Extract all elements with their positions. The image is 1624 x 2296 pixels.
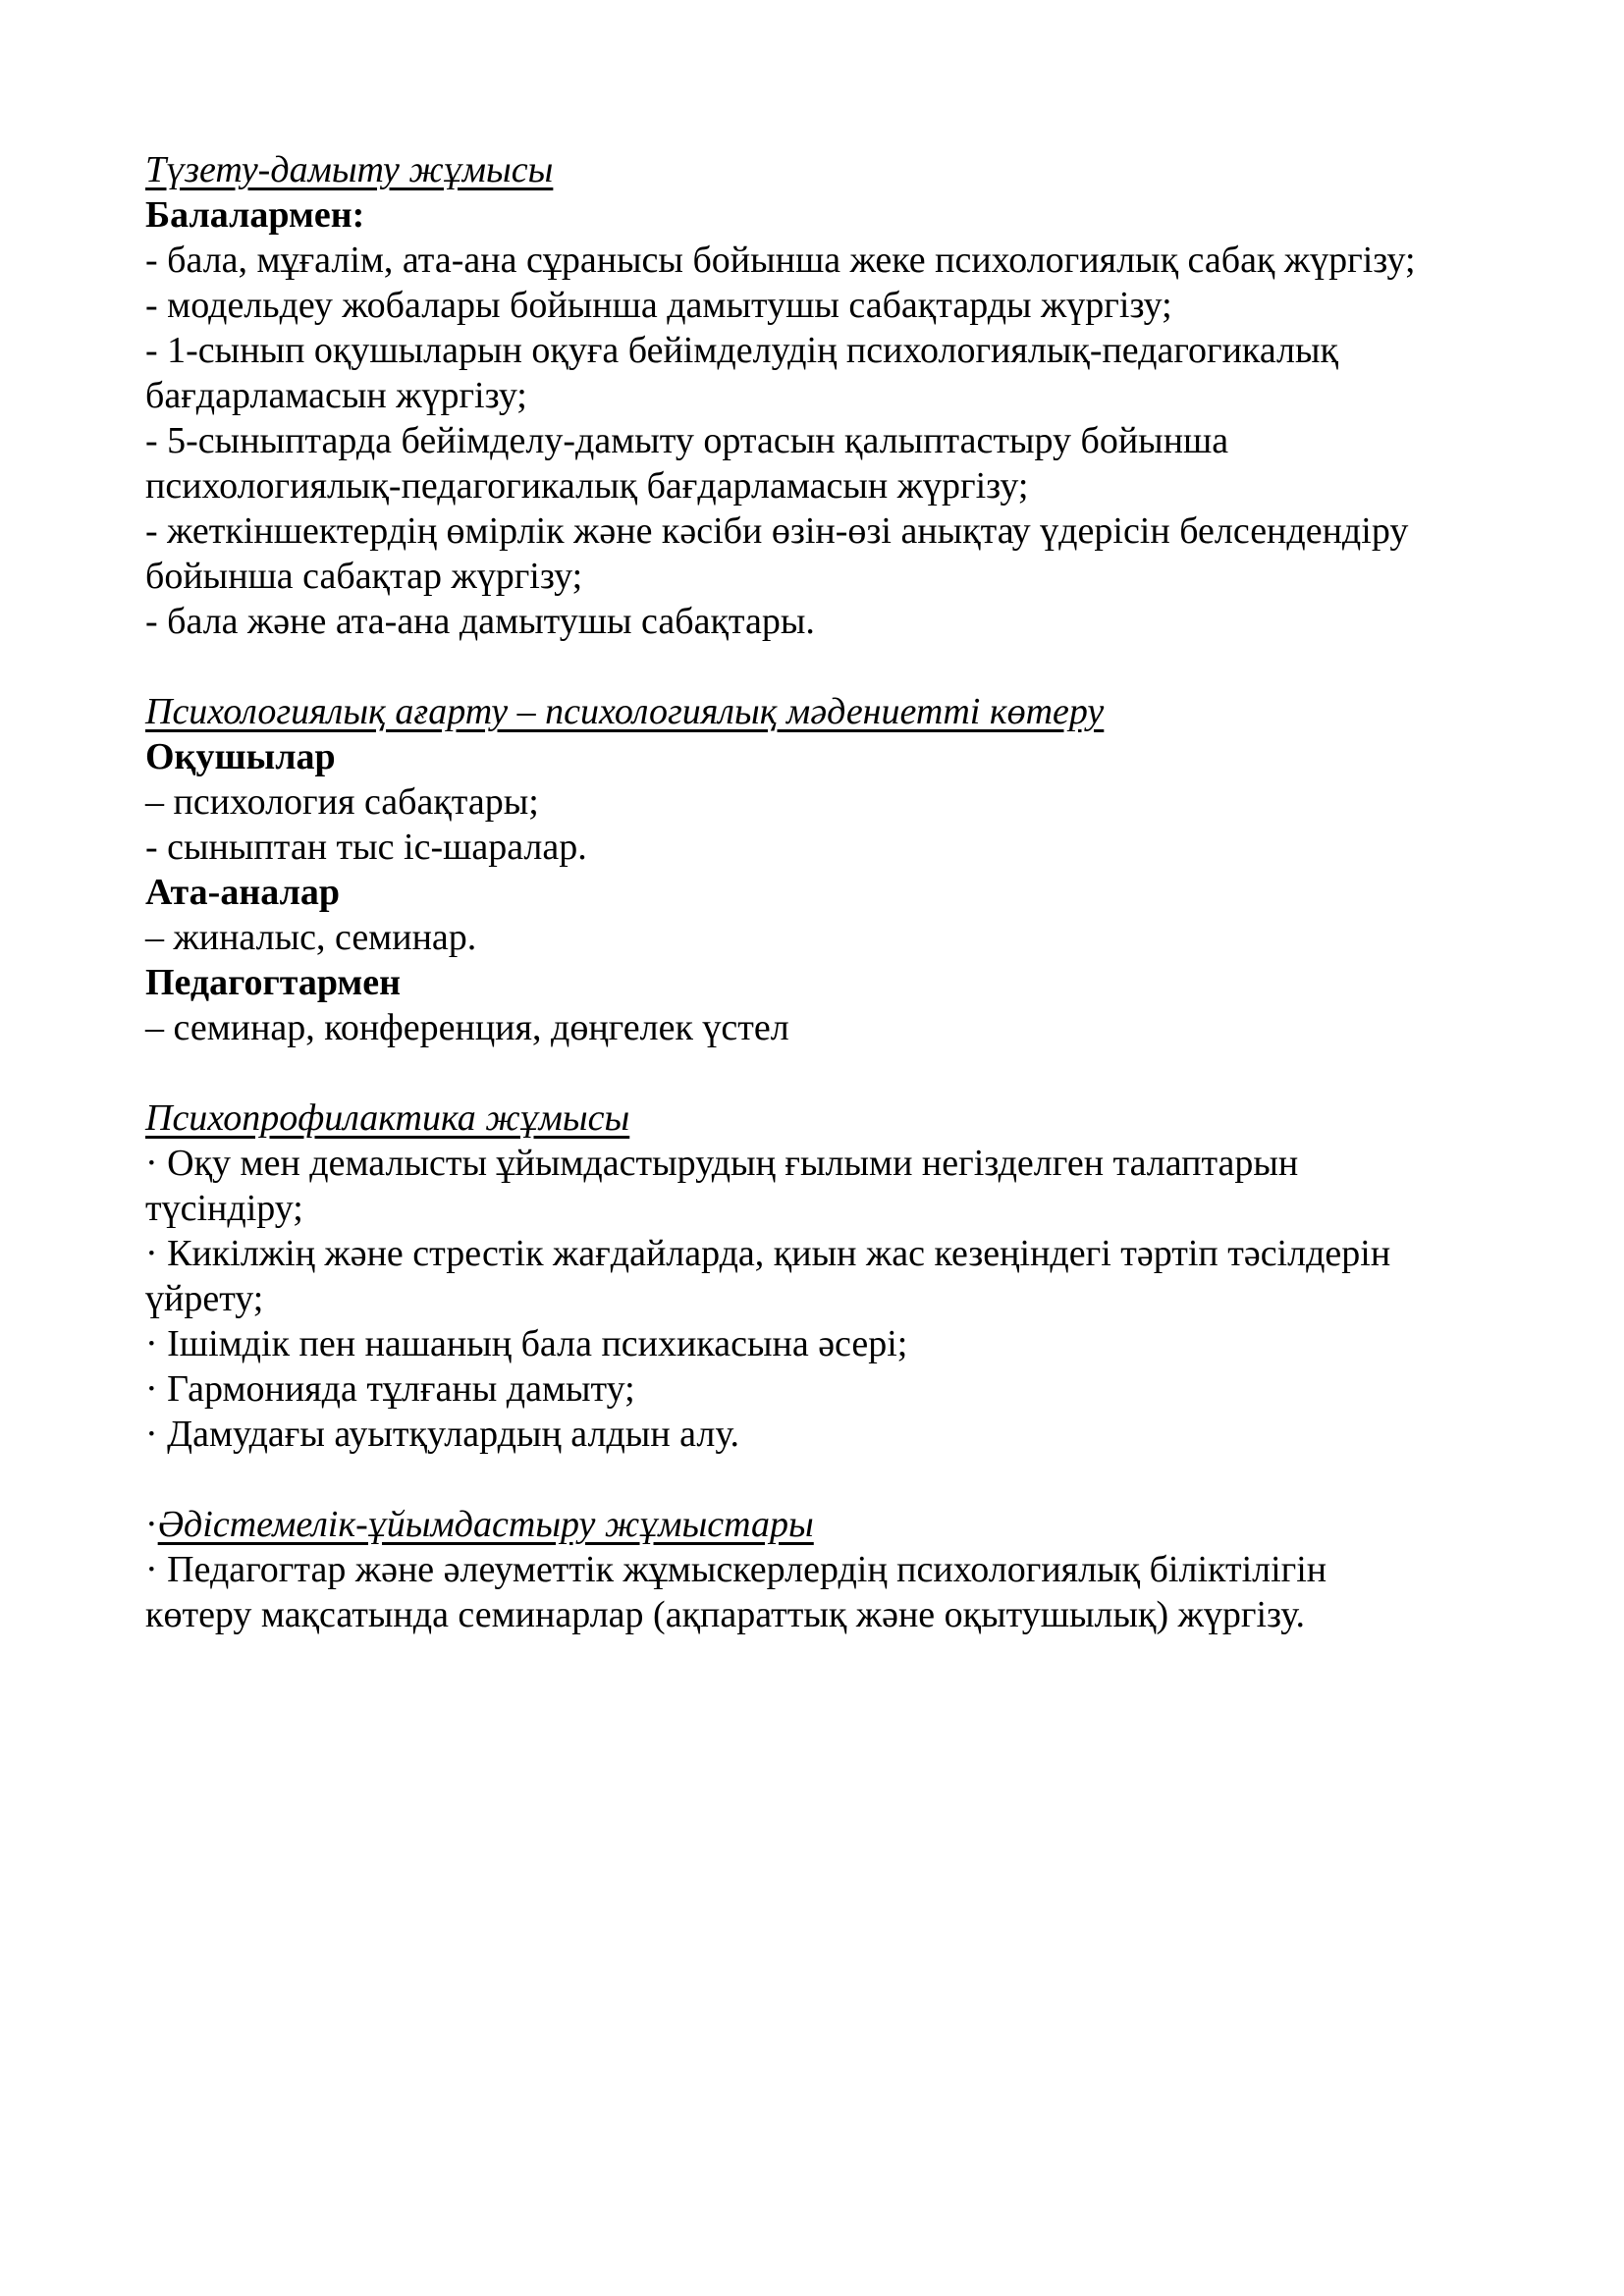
text-line: · Ішімдік пен нашаның бала психикасына әсері;: [145, 1323, 908, 1364]
text-line: · Гармонияда тұлғаны дамыту;: [145, 1368, 635, 1410]
section-heading-line: [145, 1502, 1510, 1547]
text-line: · Дамудағы ауытқулардың алдын алу.: [145, 1414, 740, 1455]
text-line: бойынша сабақтар жүргізу;: [145, 556, 583, 597]
section-heading: Психопрофилактика жұмысы: [145, 1097, 630, 1139]
document-content: [145, 147, 1510, 1637]
document-section: [145, 1502, 1510, 1637]
section-heading-line: [145, 689, 1510, 734]
text-line: түсіндіру;: [145, 1188, 303, 1229]
text-line: - сыныптан тыс іс-шаралар.: [145, 827, 587, 868]
text-line: үйрету;: [145, 1278, 264, 1319]
text-line: – жиналыс, семинар.: [145, 917, 477, 958]
text-line: көтеру мақсатында семинарлар (ақпараттық және оқытушылық) жүргізу.: [145, 1594, 1305, 1635]
bold-label-line: Балалармен:: [145, 194, 365, 236]
section-heading-line: [145, 1095, 1510, 1141]
text-line: – семинар, конференция, дөңгелек үстел: [145, 1007, 789, 1048]
bold-label-line: Ата-аналар: [145, 872, 341, 913]
bold-label-line: Педагогтармен: [145, 962, 402, 1003]
text-line: · Кикілжің және стрестік жағдайларда, қиын жас кезеңіндегі тәртіп тәсілдерін: [145, 1233, 1391, 1274]
section-heading: Әдістемелік-ұйымдастыру жұмыстары: [157, 1504, 814, 1545]
text-line: - жеткіншектердің өмірлік және кәсіби өзін-өзі анықтау үдерісін белсендендіру: [145, 510, 1409, 552]
text-line: психологиялық-педагогикалық бағдарламасын жүргізу;: [145, 465, 1029, 507]
section-heading-line: [145, 147, 1510, 192]
text-line: - модельдеу жобалары бойынша дамытушы сабақтарды жүргізу;: [145, 285, 1172, 326]
text-line: - 1-сынып оқушыларын оқуға бейімделудің психологиялық-педагогикалық: [145, 330, 1338, 371]
text-line: - 5-сыныптарда бейімделу-дамыту ортасын қалыптастыру бойынша: [145, 420, 1229, 461]
document-section: [145, 147, 1510, 644]
section-heading-prefix: ·: [145, 1504, 158, 1545]
section-heading: Түзету-дамыту жұмысы: [145, 149, 554, 190]
text-line: – психология сабақтары;: [145, 781, 539, 823]
document-section: [145, 1095, 1510, 1457]
text-line: · Педагогтар және әлеуметтік жұмыскерлердің психологиялық біліктілігін: [145, 1549, 1327, 1590]
bold-label-line: Оқушылар: [145, 736, 336, 777]
text-line: - бала, мұғалім, ата-ана сұранысы бойынша жеке психологиялық сабақ жүргізу;: [145, 240, 1416, 281]
document-section: [145, 689, 1510, 1050]
text-line: - бала және ата-ана дамытушы сабақтары.: [145, 601, 815, 642]
text-line: · Оқу мен демалысты ұйымдастырудың ғылыми негізделген талаптарын: [145, 1143, 1299, 1184]
text-line: бағдарламасын жүргізу;: [145, 375, 527, 416]
section-heading: Психологиялық ағарту – психологиялық мәдениетті көтеру: [145, 691, 1105, 732]
